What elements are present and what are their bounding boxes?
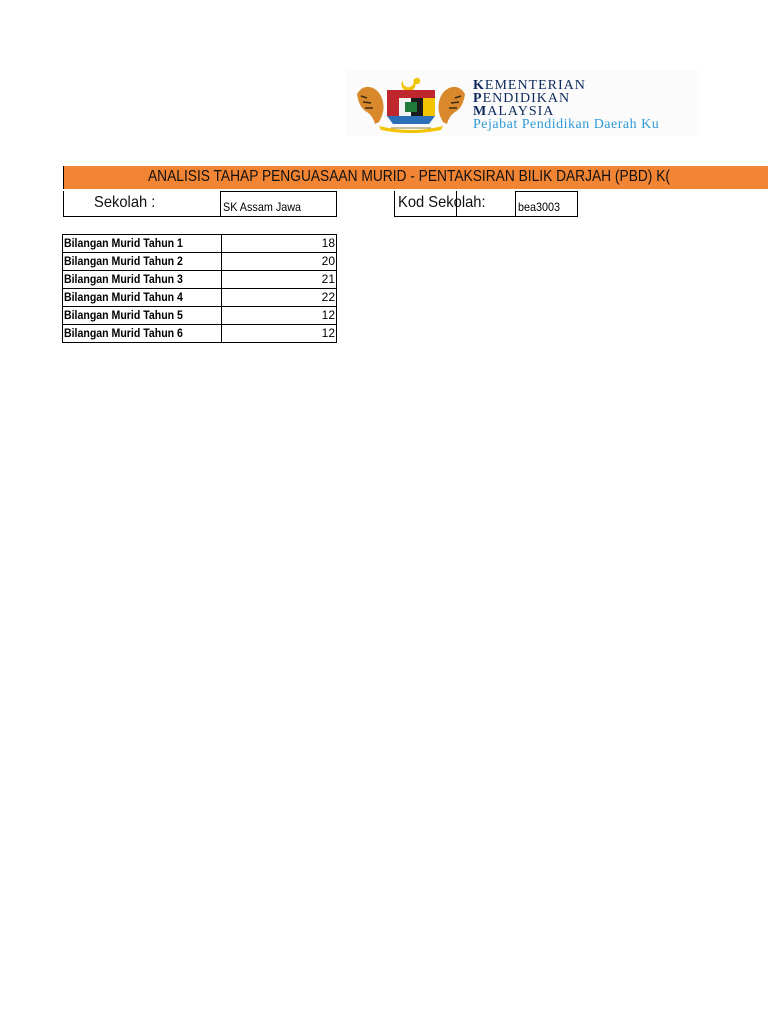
report-title-bar [63, 166, 768, 189]
row-label-cell[interactable]: Bilangan Murid Tahun 4 [63, 289, 222, 307]
row-value-cell[interactable]: 20 [222, 253, 337, 271]
table-row [63, 235, 337, 253]
table-row [63, 253, 337, 271]
school-name-cell[interactable] [220, 191, 337, 217]
school-code-label-cell [394, 191, 516, 217]
row-label-cell[interactable]: Bilangan Murid Tahun 5 [63, 307, 222, 325]
logo-line-1: KEMENTERIAN [473, 78, 586, 93]
row-value-cell[interactable]: 22 [222, 289, 337, 307]
logo-line-2: PENDIDIKAN [473, 91, 571, 106]
school-code-cell[interactable] [515, 191, 578, 217]
row-value-cell[interactable]: 18 [222, 235, 337, 253]
logo-subline: Pejabat Pendidikan Daerah Ku [473, 117, 660, 132]
row-value-cell[interactable]: 21 [222, 271, 337, 289]
school-label: Sekolah : [94, 194, 156, 211]
ministry-logo [347, 70, 700, 136]
row-label-cell[interactable]: Bilangan Murid Tahun 1 [63, 235, 222, 253]
table-row [63, 325, 337, 343]
report-title: ANALISIS TAHAP PENGUASAAN MURID - PENTAKSIRAN BILIK DARJAH (PBD) K( [148, 168, 670, 185]
row-value-cell[interactable]: 12 [222, 307, 337, 325]
table-row [63, 307, 337, 325]
row-label-cell[interactable]: Bilangan Murid Tahun 3 [63, 271, 222, 289]
row-value-cell[interactable]: 12 [222, 325, 337, 343]
school-label-cell [63, 191, 221, 217]
table-row [63, 289, 337, 307]
table-row [63, 271, 337, 289]
logo-line-3: MALAYSIA [473, 104, 555, 119]
row-label-cell[interactable]: Bilangan Murid Tahun 6 [63, 325, 222, 343]
student-count-table [62, 234, 337, 343]
school-code-value: bea3003 [518, 200, 561, 214]
school-code-label: Kod Sekolah: [398, 194, 486, 211]
malaysia-coat-of-arms-icon [351, 72, 471, 134]
school-name-value: SK Assam Jawa [223, 200, 302, 214]
row-label-cell[interactable]: Bilangan Murid Tahun 2 [63, 253, 222, 271]
